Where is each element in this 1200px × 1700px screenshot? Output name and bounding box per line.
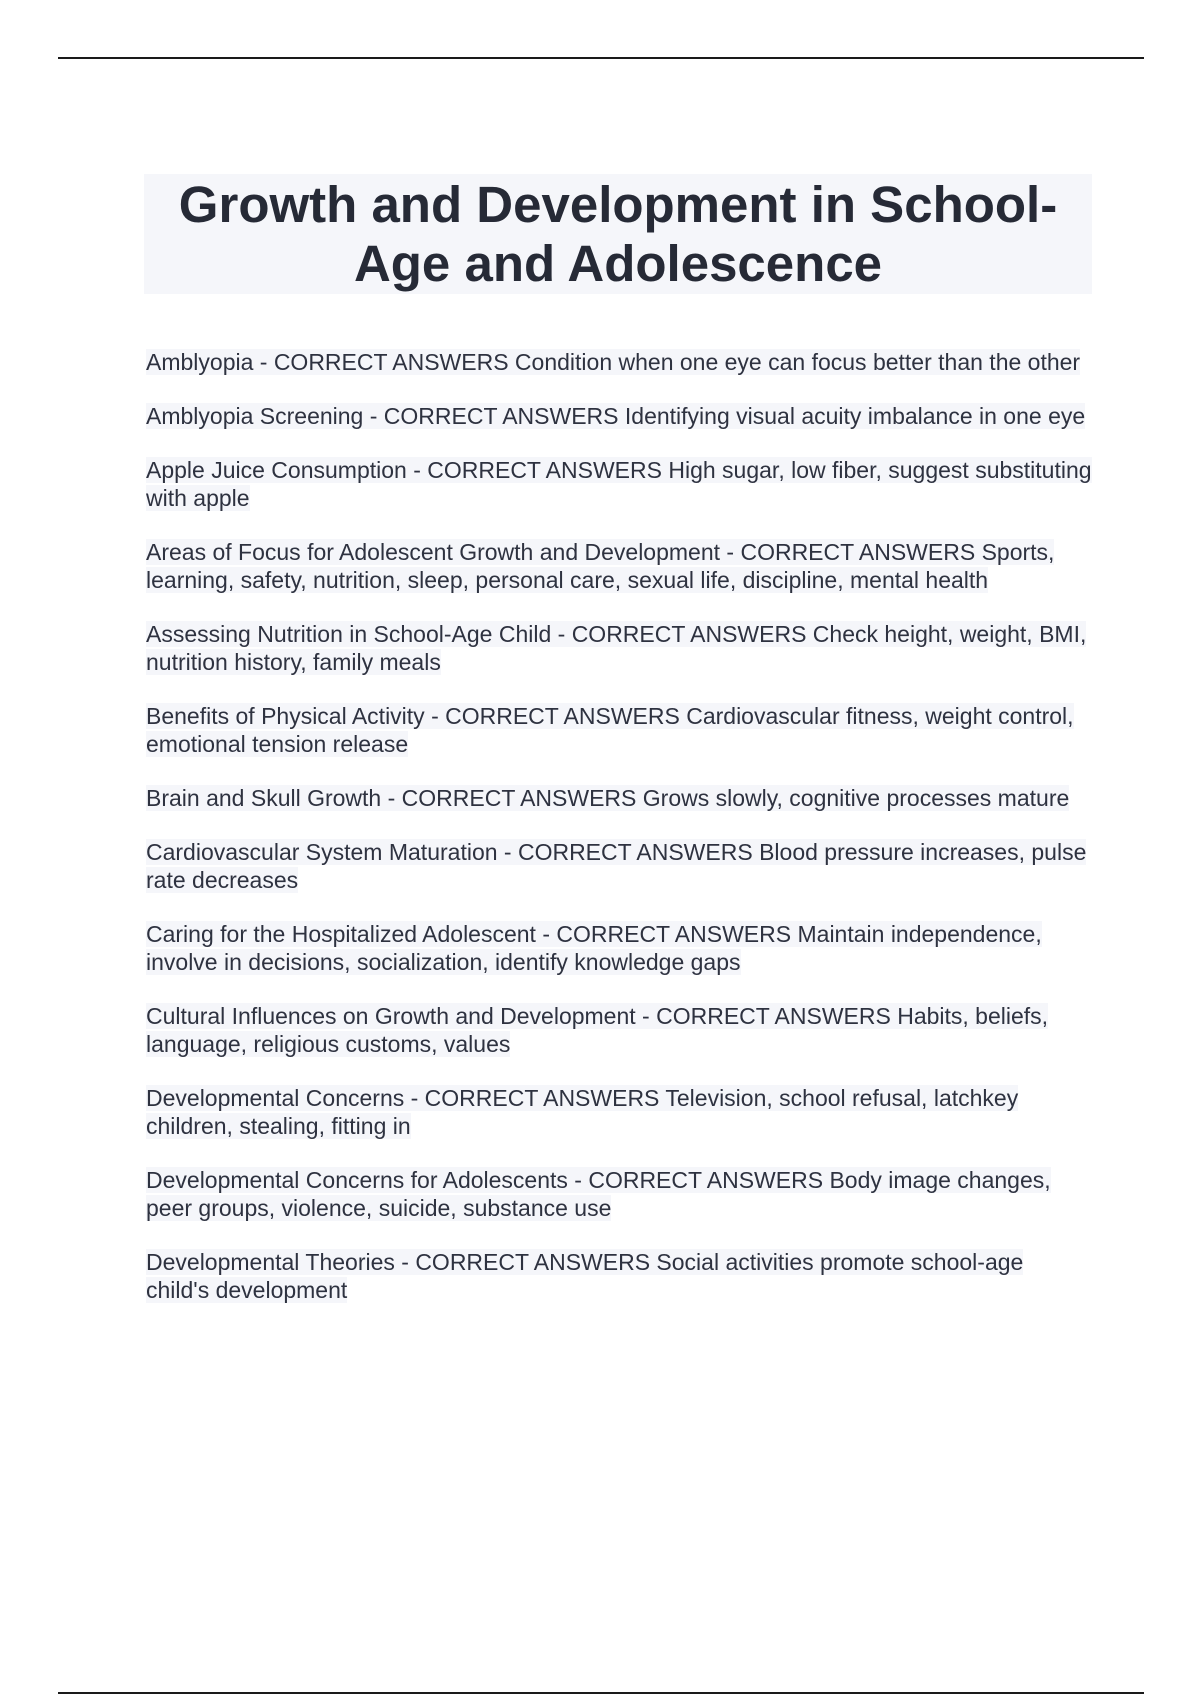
top-rule bbox=[58, 57, 1144, 59]
entry-text: Areas of Focus for Adolescent Growth and Development - CORRECT ANSWERS Sports, learning, safety, nutrition, sleep, personal care, sexual life, discipline, mental health bbox=[146, 539, 1055, 593]
entry-text: Apple Juice Consumption - CORRECT ANSWERS High sugar, low fiber, suggest substituting with apple bbox=[146, 457, 1092, 511]
entry-text: Amblyopia Screening - CORRECT ANSWERS Identifying visual acuity imbalance in one eye bbox=[146, 403, 1086, 429]
entry-text: Benefits of Physical Activity - CORRECT ANSWERS Cardiovascular fitness, weight control, emotional tension release bbox=[146, 703, 1074, 757]
entry-text: Caring for the Hospitalized Adolescent - CORRECT ANSWERS Maintain independence, involve in decisions, socialization, identify knowledge gaps bbox=[146, 921, 1042, 975]
list-item bbox=[146, 620, 1092, 676]
entry-text: Cardiovascular System Maturation - CORRECT ANSWERS Blood pressure increases, pulse rate decreases bbox=[146, 839, 1087, 893]
entry-text: Brain and Skull Growth - CORRECT ANSWERS Grows slowly, cognitive processes mature bbox=[146, 785, 1070, 811]
entry-text: Developmental Theories - CORRECT ANSWERS Social activities promote school-age child's development bbox=[146, 1249, 1024, 1303]
title-block bbox=[144, 174, 1092, 294]
entry-text: Developmental Concerns - CORRECT ANSWERS Television, school refusal, latchkey children, stealing, fitting in bbox=[146, 1085, 1019, 1139]
list-item bbox=[146, 1084, 1092, 1140]
entry-text: Amblyopia - CORRECT ANSWERS Condition when one eye can focus better than the other bbox=[146, 349, 1081, 375]
entry-list bbox=[146, 348, 1092, 1330]
bottom-rule bbox=[58, 1692, 1144, 1694]
list-item bbox=[146, 1248, 1092, 1304]
list-item bbox=[146, 784, 1092, 812]
entry-text: Assessing Nutrition in School-Age Child - CORRECT ANSWERS Check height, weight, BMI, nutrition history, family meals bbox=[146, 621, 1087, 675]
list-item bbox=[146, 348, 1092, 376]
list-item bbox=[146, 1002, 1092, 1058]
list-item bbox=[146, 920, 1092, 976]
entry-text: Cultural Influences on Growth and Development - CORRECT ANSWERS Habits, beliefs, language, religious customs, values bbox=[146, 1003, 1049, 1057]
list-item bbox=[146, 538, 1092, 594]
list-item bbox=[146, 456, 1092, 512]
list-item bbox=[146, 1166, 1092, 1222]
list-item bbox=[146, 838, 1092, 894]
entry-text: Developmental Concerns for Adolescents - CORRECT ANSWERS Body image changes, peer groups, violence, suicide, substance use bbox=[146, 1167, 1051, 1221]
list-item bbox=[146, 402, 1092, 430]
page-title: Growth and Development in School-Age and Adolescence bbox=[178, 176, 1058, 292]
list-item bbox=[146, 702, 1092, 758]
